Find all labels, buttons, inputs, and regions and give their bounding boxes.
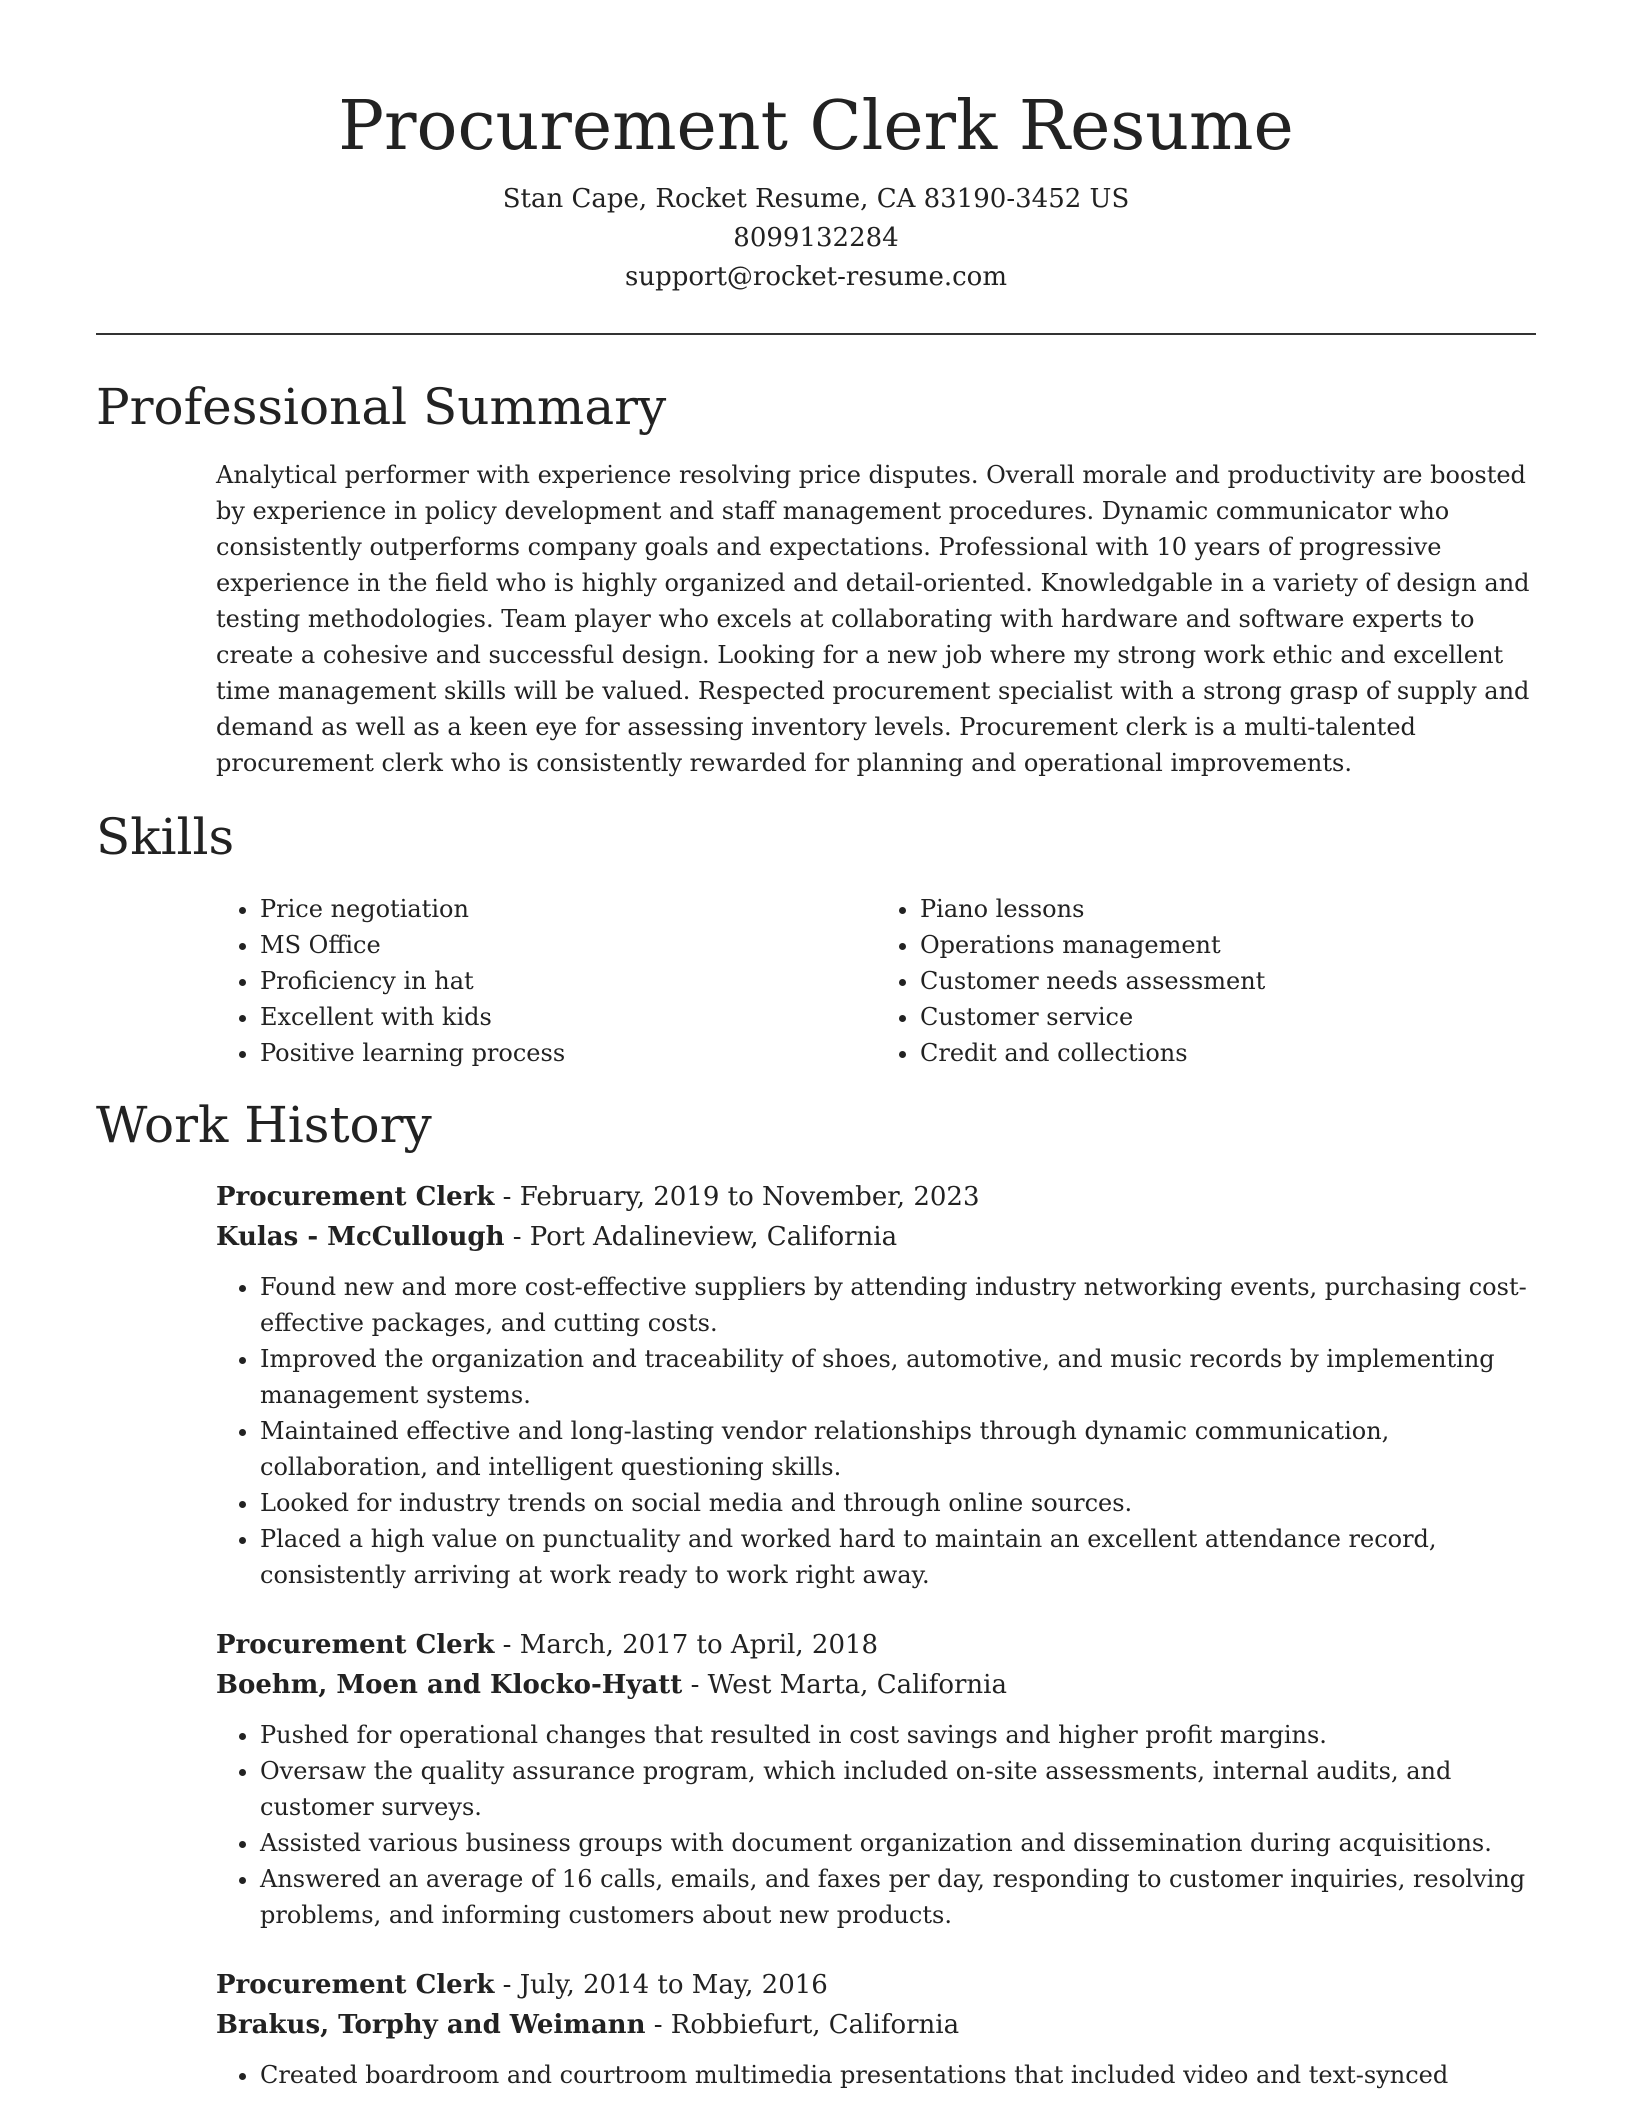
job-bullet: • Improved the organization and traceability of shoes, automotive, and music records by implementing management systems. [260, 1341, 1536, 1413]
skill-item: • Piano lessons [920, 891, 1536, 927]
job-location: - Robbiefurt, California [645, 2010, 960, 2040]
email-line: support@rocket-resume.com [624, 262, 1007, 292]
skills-list [216, 891, 1536, 1071]
header-divider [96, 333, 1536, 335]
job-role: Procurement Clerk [216, 1970, 495, 2000]
job-bullets [216, 1269, 1536, 1593]
phone-line: 8099132284 [733, 223, 899, 253]
resume-title: Procurement Clerk Resume [338, 87, 1294, 166]
skill-item: • Customer service [920, 999, 1536, 1035]
skill-item: • Operations management [920, 927, 1536, 963]
skill-item: • Customer needs assessment [920, 963, 1536, 999]
job-bullet: • Placed a high value on punctuality and worked hard to maintain an excellent attendance record, consistently arriving at work ready to work right away. [260, 1521, 1536, 1593]
job-role: Procurement Clerk [216, 1630, 495, 1660]
job-bullet: • Pushed for operational changes that resulted in cost savings and higher profit margins. [260, 1717, 1536, 1753]
job-company: Boehm, Moen and Klocko-Hyatt [216, 1670, 683, 1700]
job-company-line [216, 1665, 1536, 1705]
job-title-line [216, 1625, 1536, 1665]
job-bullet: • Oversaw the quality assurance program, which included on-site assessments, internal audits, and customer surveys. [260, 1753, 1536, 1825]
skills-column-right [876, 891, 1536, 1071]
job-bullet: • Looked for industry trends on social media and through online sources. [260, 1485, 1536, 1521]
skills-column-left [216, 891, 876, 1071]
job-company-line [216, 2005, 1536, 2045]
skill-item: • Credit and collections [920, 1035, 1536, 1071]
skill-item: • Price negotiation [260, 891, 876, 927]
job-title-line [216, 1965, 1536, 2005]
job-bullets [216, 1717, 1536, 1933]
work-history-heading: Work History [96, 1096, 432, 1154]
job-bullet: • Created boardroom and courtroom multimedia presentations that included video and text-synced [260, 2057, 1536, 2093]
job-company: Kulas - McCullough [216, 1222, 505, 1252]
job-bullet: • Maintained effective and long-lasting vendor relationships through dynamic communication, collaboration, and intelligent questioning skills. [260, 1413, 1536, 1485]
skill-item: • Positive learning process [260, 1035, 876, 1071]
resume-page [96, 0, 1536, 2093]
skill-item: • MS Office [260, 927, 876, 963]
skill-item: • Proficiency in hat [260, 963, 876, 999]
job-location: - West Marta, California [682, 1670, 1007, 1700]
job-title-line [216, 1177, 1536, 1217]
job-company: Brakus, Torphy and Weimann [216, 2010, 646, 2040]
job-entry [216, 1625, 1536, 1933]
skill-item: • Excellent with kids [260, 999, 876, 1035]
resume-header [96, 0, 1536, 297]
job-company-line [216, 1217, 1536, 1257]
contact-block [96, 180, 1536, 297]
job-role: Procurement Clerk [216, 1182, 495, 1212]
job-location: - Port Adalineview, California [504, 1222, 898, 1252]
job-bullet: • Answered an average of 16 calls, emails, and faxes per day, responding to customer inquiries, resolving problems, and informing customers about new products. [260, 1861, 1536, 1933]
summary-text: Analytical performer with experience resolving price disputes. Overall morale and productivity are boosted by experience in policy development and staff management procedures. Dynamic communicator who consistently outperforms company goals and expectations. Professional with 10 years of progressive experience in the field who is highly organized and detail-oriented. Knowledgable in a variety of design and testing methodologies. Team player who excels at collaborating with hardware and software experts to create a cohesive and successful design. Looking for a new job where my strong work ethic and excellent time management skills will be valued. Respected procurement specialist with a strong grasp of supply and demand as well as a keen eye for assessing inventory levels. Procurement clerk is a multi-talented procurement clerk who is consistently rewarded for planning and operational improvements. [216, 461, 1530, 777]
skills-heading: Skills [96, 808, 235, 866]
job-entry [216, 1965, 1536, 2093]
job-entry [216, 1177, 1536, 1593]
summary-heading: Professional Summary [96, 378, 667, 436]
job-dates: - July, 2014 to May, 2016 [494, 1970, 828, 2000]
job-dates: - February, 2019 to November, 2023 [494, 1182, 980, 1212]
job-bullets [216, 2057, 1536, 2093]
job-bullet: • Found new and more cost-effective suppliers by attending industry networking events, purchasing cost-effective packages, and cutting costs. [260, 1269, 1536, 1341]
address-line: Stan Cape, Rocket Resume, CA 83190-3452 US [502, 184, 1130, 214]
job-bullet: • Assisted various business groups with document organization and dissemination during acquisitions. [260, 1825, 1536, 1861]
job-dates: - March, 2017 to April, 2018 [494, 1630, 879, 1660]
